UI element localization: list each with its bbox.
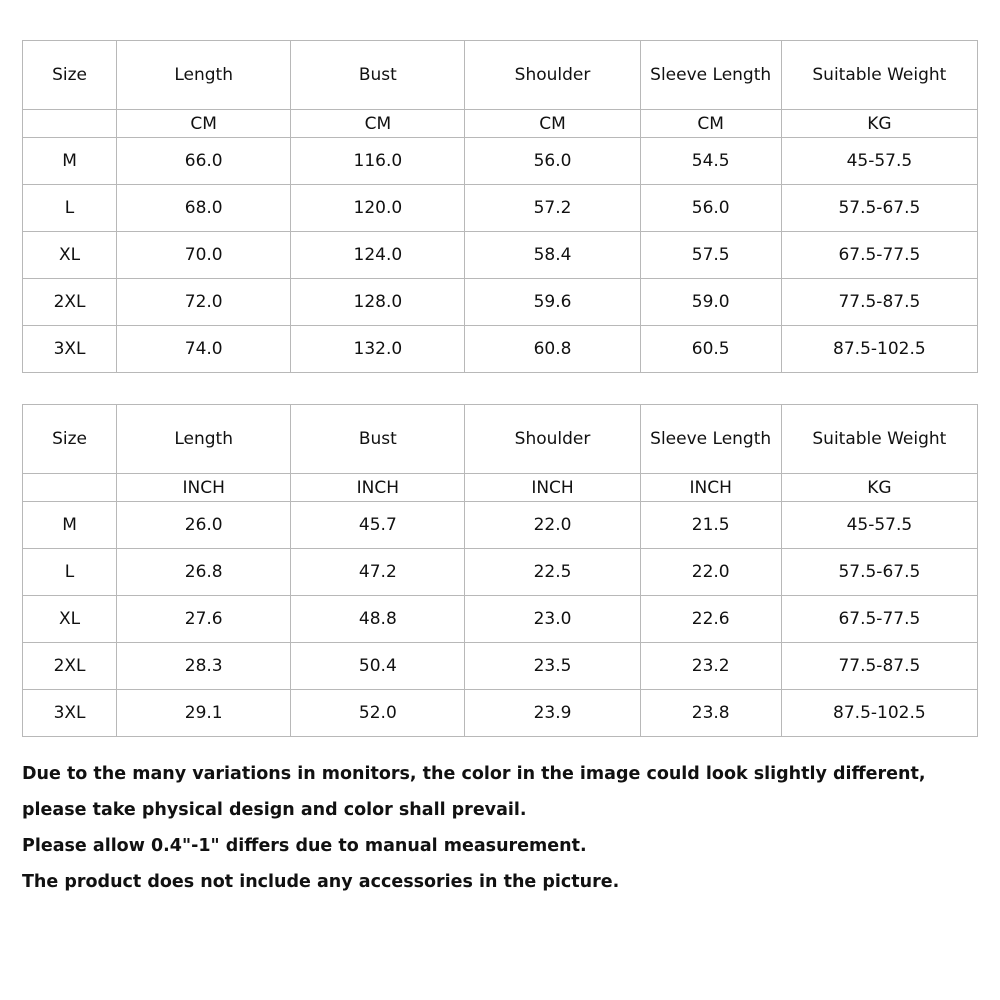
cell-shoulder: 59.6 bbox=[465, 279, 640, 326]
unit-suitable-weight: KG bbox=[781, 474, 977, 502]
cell-bust: 47.2 bbox=[291, 549, 465, 596]
cell-suitable-weight: 57.5-67.5 bbox=[781, 185, 977, 232]
cell-suitable-weight: 57.5-67.5 bbox=[781, 549, 977, 596]
cell-bust: 124.0 bbox=[291, 232, 465, 279]
size-table-cm bbox=[22, 40, 978, 373]
table-header-row bbox=[23, 405, 978, 474]
cell-sleeve-length: 60.5 bbox=[640, 326, 781, 373]
cell-length: 72.0 bbox=[117, 279, 291, 326]
cell-shoulder: 58.4 bbox=[465, 232, 640, 279]
header-suitable-weight: Suitable Weight bbox=[781, 405, 977, 474]
cell-size: XL bbox=[23, 232, 117, 279]
cell-suitable-weight: 67.5-77.5 bbox=[781, 232, 977, 279]
unit-size bbox=[23, 110, 117, 138]
unit-bust: INCH bbox=[291, 474, 465, 502]
cell-size: 3XL bbox=[23, 326, 117, 373]
header-sleeve-length: Sleeve Length bbox=[640, 41, 781, 110]
cell-bust: 48.8 bbox=[291, 596, 465, 643]
cell-length: 26.0 bbox=[117, 502, 291, 549]
cell-suitable-weight: 45-57.5 bbox=[781, 502, 977, 549]
cell-shoulder: 22.5 bbox=[465, 549, 640, 596]
table-row bbox=[23, 279, 978, 326]
header-shoulder: Shoulder bbox=[465, 405, 640, 474]
cell-bust: 52.0 bbox=[291, 690, 465, 737]
cell-suitable-weight: 45-57.5 bbox=[781, 138, 977, 185]
cell-sleeve-length: 57.5 bbox=[640, 232, 781, 279]
header-sleeve-length: Sleeve Length bbox=[640, 405, 781, 474]
cell-suitable-weight: 67.5-77.5 bbox=[781, 596, 977, 643]
cell-sleeve-length: 56.0 bbox=[640, 185, 781, 232]
cell-bust: 45.7 bbox=[291, 502, 465, 549]
cell-suitable-weight: 87.5-102.5 bbox=[781, 326, 977, 373]
header-length: Length bbox=[117, 405, 291, 474]
cell-length: 66.0 bbox=[117, 138, 291, 185]
cell-size: 3XL bbox=[23, 690, 117, 737]
header-size: Size bbox=[23, 405, 117, 474]
notes-section bbox=[22, 756, 982, 900]
header-length: Length bbox=[117, 41, 291, 110]
unit-length: CM bbox=[117, 110, 291, 138]
header-bust: Bust bbox=[291, 405, 465, 474]
unit-sleeve-length: INCH bbox=[640, 474, 781, 502]
unit-sleeve-length: CM bbox=[640, 110, 781, 138]
cell-sleeve-length: 22.0 bbox=[640, 549, 781, 596]
cell-shoulder: 60.8 bbox=[465, 326, 640, 373]
cell-sleeve-length: 21.5 bbox=[640, 502, 781, 549]
cell-length: 29.1 bbox=[117, 690, 291, 737]
unit-bust: CM bbox=[291, 110, 465, 138]
cell-suitable-weight: 77.5-87.5 bbox=[781, 279, 977, 326]
cell-suitable-weight: 77.5-87.5 bbox=[781, 643, 977, 690]
cell-length: 28.3 bbox=[117, 643, 291, 690]
table-unit-row bbox=[23, 474, 978, 502]
table-row bbox=[23, 596, 978, 643]
cell-shoulder: 22.0 bbox=[465, 502, 640, 549]
cell-bust: 132.0 bbox=[291, 326, 465, 373]
table-row bbox=[23, 502, 978, 549]
cell-length: 70.0 bbox=[117, 232, 291, 279]
unit-shoulder: INCH bbox=[465, 474, 640, 502]
cell-size: 2XL bbox=[23, 643, 117, 690]
note-line: The product does not include any accessories in the picture. bbox=[22, 872, 620, 892]
size-table-inch bbox=[22, 404, 978, 737]
table-row bbox=[23, 690, 978, 737]
header-shoulder: Shoulder bbox=[465, 41, 640, 110]
cell-size: L bbox=[23, 185, 117, 232]
cell-bust: 128.0 bbox=[291, 279, 465, 326]
cell-length: 26.8 bbox=[117, 549, 291, 596]
cell-length: 27.6 bbox=[117, 596, 291, 643]
cell-sleeve-length: 23.2 bbox=[640, 643, 781, 690]
cell-bust: 50.4 bbox=[291, 643, 465, 690]
table-header-row bbox=[23, 41, 978, 110]
note-line: please take physical design and color shall prevail. bbox=[22, 800, 527, 820]
table-unit-row bbox=[23, 110, 978, 138]
unit-shoulder: CM bbox=[465, 110, 640, 138]
cell-size: M bbox=[23, 138, 117, 185]
note-line: Please allow 0.4"-1" differs due to manual measurement. bbox=[22, 836, 587, 856]
cell-shoulder: 56.0 bbox=[465, 138, 640, 185]
cell-shoulder: 23.9 bbox=[465, 690, 640, 737]
cell-sleeve-length: 59.0 bbox=[640, 279, 781, 326]
note-line: Due to the many variations in monitors, the color in the image could look slightly different, bbox=[22, 764, 926, 784]
header-bust: Bust bbox=[291, 41, 465, 110]
table-row bbox=[23, 185, 978, 232]
cell-size: 2XL bbox=[23, 279, 117, 326]
table-row bbox=[23, 138, 978, 185]
cell-length: 68.0 bbox=[117, 185, 291, 232]
cell-sleeve-length: 23.8 bbox=[640, 690, 781, 737]
cell-shoulder: 23.0 bbox=[465, 596, 640, 643]
header-size: Size bbox=[23, 41, 117, 110]
table-row bbox=[23, 643, 978, 690]
cell-bust: 116.0 bbox=[291, 138, 465, 185]
table-row bbox=[23, 232, 978, 279]
header-suitable-weight: Suitable Weight bbox=[781, 41, 977, 110]
table-row bbox=[23, 326, 978, 373]
cell-sleeve-length: 22.6 bbox=[640, 596, 781, 643]
unit-size bbox=[23, 474, 117, 502]
cell-sleeve-length: 54.5 bbox=[640, 138, 781, 185]
cell-bust: 120.0 bbox=[291, 185, 465, 232]
cell-size: M bbox=[23, 502, 117, 549]
cell-suitable-weight: 87.5-102.5 bbox=[781, 690, 977, 737]
unit-length: INCH bbox=[117, 474, 291, 502]
cell-size: L bbox=[23, 549, 117, 596]
cell-shoulder: 57.2 bbox=[465, 185, 640, 232]
table-row bbox=[23, 549, 978, 596]
cell-length: 74.0 bbox=[117, 326, 291, 373]
unit-suitable-weight: KG bbox=[781, 110, 977, 138]
cell-size: XL bbox=[23, 596, 117, 643]
cell-shoulder: 23.5 bbox=[465, 643, 640, 690]
